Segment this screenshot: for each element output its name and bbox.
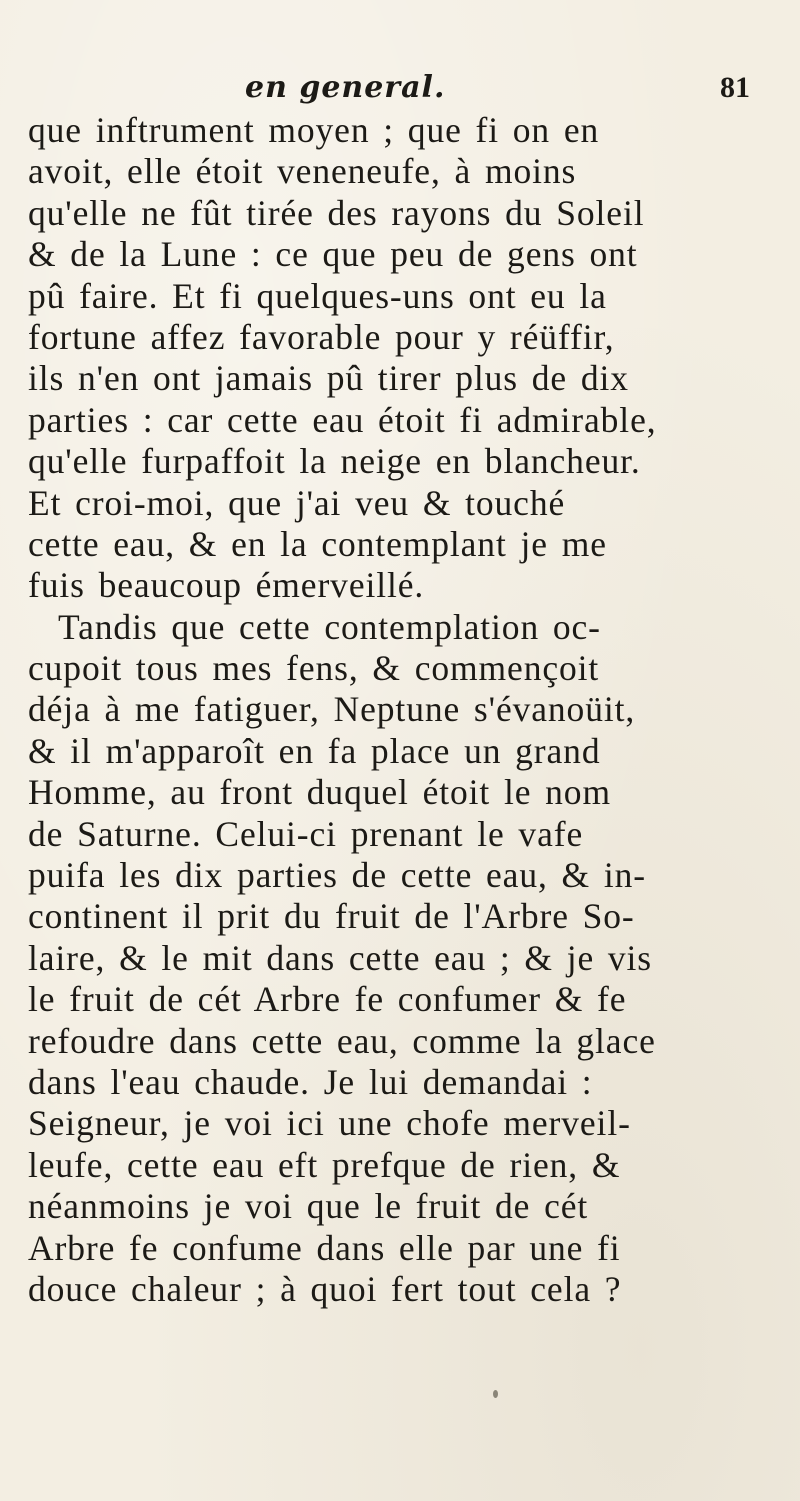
text-line: avoit, elle étoit veneneufe, à moins xyxy=(28,151,577,192)
text-line: néanmoins je voi que le fruit de cét xyxy=(28,1186,589,1227)
page-number: 81 xyxy=(720,71,750,104)
text-line: Et croi-moi, que j'ai veu & touché xyxy=(28,482,566,523)
text-line: le fruit de cét Arbre fe confumer & fe xyxy=(28,979,627,1020)
text-line: de Saturne. Celui-ci prenant le vafe xyxy=(28,813,584,854)
running-title: en general. xyxy=(245,70,446,105)
text-line: puifa les dix parties de cette eau, & in- xyxy=(28,855,646,896)
text-line: fuis beaucoup émerveillé. xyxy=(28,565,425,606)
text-line: refoudre dans cette eau, comme la glace xyxy=(28,1020,656,1061)
text-line: pû faire. Et fi quelques-uns ont eu la xyxy=(28,275,607,316)
body-text xyxy=(28,110,788,1310)
text-line: ils n'en ont jamais pû tirer plus de dix xyxy=(28,358,629,399)
paragraph-start-line: Tandis que cette contemplation oc- xyxy=(58,606,601,647)
text-line: continent il prit du fruit de l'Arbre So- xyxy=(28,896,635,937)
text-line: laire, & le mit dans cette eau ; & je vis xyxy=(28,937,653,978)
text-line: qu'elle furpaffoit la neige en blancheur. xyxy=(28,441,641,482)
running-head xyxy=(0,68,800,108)
text-line: leufe, cette eau eft prefque de rien, & xyxy=(28,1144,621,1185)
text-line: cette eau, & en la contemplant je me xyxy=(28,523,607,564)
text-line: fortune affez favorable pour y réüffir, xyxy=(28,316,615,357)
text-line: Arbre fe confume dans elle par une fi xyxy=(28,1227,621,1268)
text-line: & de la Lune : ce que peu de gens ont xyxy=(28,234,638,275)
text-line: douce chaleur ; à quoi fert tout cela ? xyxy=(28,1268,622,1309)
text-line: que inftrument moyen ; que fi on en xyxy=(28,110,600,150)
ink-speck xyxy=(493,1390,498,1398)
text-line: dans l'eau chaude. Je lui demandai : xyxy=(28,1061,593,1102)
text-line: parties : car cette eau étoit fi admirable, xyxy=(28,399,657,440)
text-line: & il m'apparoît en fa place un grand xyxy=(28,730,601,771)
text-line: Seigneur, je voi ici une chofe merveil- xyxy=(28,1103,631,1144)
text-line: déja à me fatiguer, Neptune s'évanoüit, xyxy=(28,689,636,730)
text-line: cupoit tous mes fens, & commençoit xyxy=(28,648,600,689)
text-line: Homme, au front duquel étoit le nom xyxy=(28,772,611,813)
text-line: qu'elle ne fût tirée des rayons du Soleil xyxy=(28,192,645,233)
